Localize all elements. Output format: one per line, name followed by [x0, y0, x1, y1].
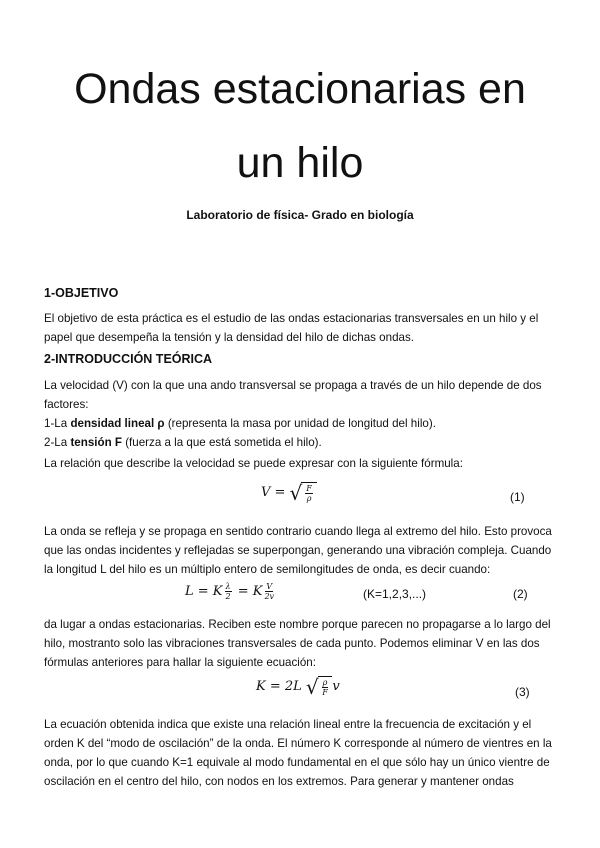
text-line: la longitud L del hilo es un múltiplo entero de semilongitudes de onda, es decir cuando:: [44, 563, 491, 576]
text-line: La onda se refleja y se propaga en sentido contrario cuando llega al extremo del hilo. Esto provoca: [44, 525, 552, 538]
paragraph-reflection: [44, 522, 564, 579]
fraction-lambda: [225, 582, 232, 601]
paragraph-intro: [44, 376, 564, 452]
fraction-numerator: F: [306, 484, 312, 493]
fraction: [322, 678, 329, 697]
text-line: que las ondas incidentes y reflejadas se superpongan, generando una vibración compleja. Cuando: [44, 544, 552, 557]
equation-middle: = K: [233, 584, 263, 599]
fraction-denominator: F: [322, 688, 328, 697]
factor-densidad: [44, 414, 564, 433]
equation-lhs: L = K: [185, 584, 223, 599]
equation-number-3: (3): [515, 685, 530, 699]
document-title-line-1: Ondas estacionarias en: [74, 65, 526, 113]
equation-1: [261, 482, 317, 503]
radical-sign: √: [305, 674, 319, 699]
text-line: factores:: [44, 398, 89, 411]
paragraph-objetivo: [44, 309, 564, 347]
paragraph-relation: [44, 454, 564, 473]
text-line: La ecuación obtenida indica que existe una relación lineal entre la frecuencia de excitación y el: [44, 718, 532, 731]
document-subtitle: Laboratorio de física- Grado en biología: [186, 208, 414, 222]
factor-tension: [44, 433, 564, 452]
equation-condition: (K=1,2,3,...): [363, 587, 427, 601]
factor-term: densidad lineal ρ: [70, 417, 165, 430]
fraction-numerator: λ: [225, 582, 231, 591]
text-line: El objetivo de esta práctica es el estudio de las ondas estacionarias transversales en un hilo y el: [44, 312, 539, 325]
paragraph-conclusion: [44, 715, 564, 791]
factor-description: (representa la masa por unidad de longitud del hilo).: [164, 417, 436, 430]
fraction-numerator: V: [266, 582, 273, 591]
text-line: orden K del “modo de oscilación” de la onda. El número K corresponde al número de vientres en la: [44, 737, 552, 750]
document-title-line-2: un hilo: [236, 139, 364, 187]
text-line: La velocidad (V) con la que una ando transversal se propaga a través de un hilo depende de dos: [44, 379, 542, 392]
text-line: La relación que describe la velocidad se puede expresar con la siguiente fórmula:: [44, 457, 463, 470]
text-line: da lugar a ondas estacionarias. Reciben este nombre porque parecen no propagarse a lo largo del: [44, 618, 551, 631]
section-heading-introduccion: 2-INTRODUCCIÓN TEÓRICA: [44, 352, 213, 366]
paragraph-standing-waves: [44, 615, 564, 672]
equation-lhs: V =: [261, 485, 290, 500]
factor-prefix: 2-La: [44, 436, 71, 449]
factor-description: (fuerza a la que está sometida el hilo).: [121, 436, 322, 449]
fraction-denominator: 2: [225, 592, 231, 601]
fraction-denominator: 2v: [264, 592, 275, 601]
fraction: [305, 484, 313, 503]
factor-prefix: 1-La: [44, 417, 71, 430]
equation-number-2: (2): [513, 587, 528, 601]
factor-term: tensión F: [70, 436, 122, 449]
text-line: fórmulas anteriores para hallar la siguiente ecuación:: [44, 656, 316, 669]
equation-number-1: (1): [510, 490, 525, 504]
text-line: onda, por lo que cuando K=1 equivale al modo fundamental en el que sólo hay un único vientre de: [44, 756, 550, 769]
radicand: [301, 482, 317, 503]
square-root: [290, 482, 317, 503]
equation-3: [256, 676, 340, 697]
fraction-denominator: ρ: [306, 494, 312, 503]
section-heading-objetivo: 1-OBJETIVO: [44, 286, 119, 300]
fraction-velocity: [264, 582, 274, 601]
radical-sign: √: [289, 480, 303, 505]
square-root: [306, 676, 332, 697]
text-line: oscilación en el centro del hilo, con nodos en los extremos. Para generar y mantener ondas: [44, 775, 514, 788]
equation-2: [185, 582, 276, 601]
equation-tail: v: [332, 679, 340, 694]
radicand: [318, 676, 333, 697]
text-line: papel que desempeña la tensión y la densidad del hilo de dichas ondas.: [44, 331, 414, 344]
equation-lhs: K = 2L: [256, 679, 306, 694]
fraction-numerator: ρ: [322, 678, 328, 687]
text-line: hilo, mostranto solo las vibraciones transversales de cada punto. Podemos eliminar V en las dos: [44, 637, 540, 650]
